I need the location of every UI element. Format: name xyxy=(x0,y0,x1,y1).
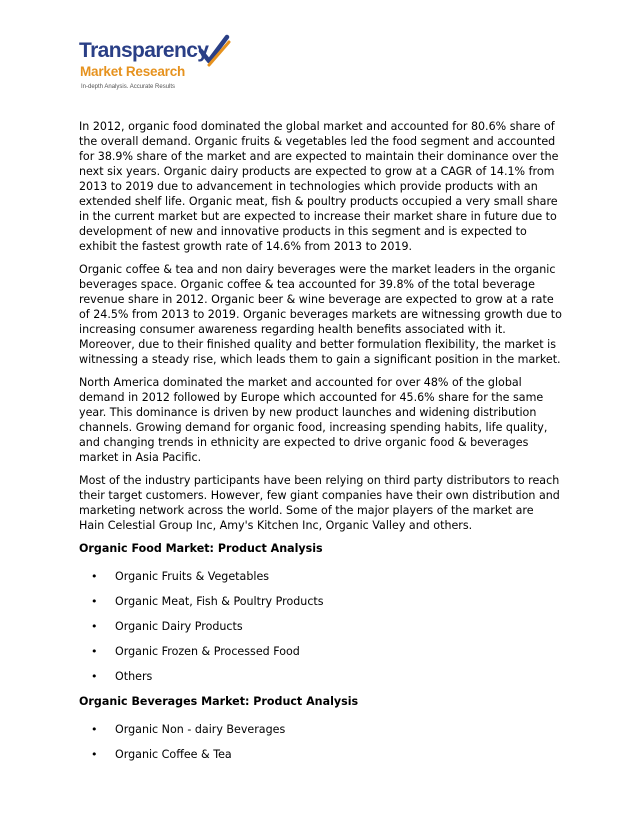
bullet-icon: • xyxy=(91,645,98,658)
list-item: • Organic Non - dairy Beverages xyxy=(91,723,286,736)
list-item: • Organic Frozen & Processed Food xyxy=(91,645,300,658)
logo-brand-name: Transparency xyxy=(79,39,209,62)
paragraph-regional-overview: North America dominated the market and accounted for over 48% of the global demand in 2012 followed by Europe which accounted for 45.6% share for the same year. This dominance is driven by new product launches and widening distribution channels. Growing demand for organic food, increasing spending habits, life quality, and changing trends in ethnicity are expected to drive organic food & beverages market in Asia Pacific. xyxy=(79,376,548,464)
logo-tagline: In-depth Analysis. Accurate Results xyxy=(81,84,176,90)
checkmark-icon xyxy=(197,34,233,70)
list-item: • Others xyxy=(91,670,153,683)
list-item: • Organic Dairy Products xyxy=(91,620,243,633)
bullet-icon: • xyxy=(91,570,98,583)
beverage-section-heading: Organic Beverages Market: Product Analysis xyxy=(79,695,359,708)
food-section-heading: Organic Food Market: Product Analysis xyxy=(79,542,323,555)
logo-subtitle: Market Research xyxy=(80,64,186,79)
document-body xyxy=(79,119,562,772)
paragraph-food-overview: In 2012, organic food dominated the global market and accounted for 80.6% share of the overall demand. Organic fruits & vegetables led the food segment and accounted for 38.9% share of the market and are expected to maintain their dominance over the next six years. Organic dairy products are expected to grow at a CAGR of 14.1% from 2013 to 2019 due to advancement in technologies which provide products with an extended shelf life. Organic meat, fish & poultry products occupied a very small share in the current market but are expected to increase their market share in future due to development of new and innovative products in this segment and is expected to exhibit the fastest growth rate of 14.6% from 2013 to 2019. xyxy=(79,120,559,253)
bullet-icon: • xyxy=(91,620,98,633)
paragraph-industry-participants: Most of the industry participants have been relying on third party distributors to reach their target customers. However, few giant companies have their own distribution and marketing network across the world. Some of the major players of the market are Hain Celestial Group Inc, Amy's Kitchen Inc, Organic Valley and others. xyxy=(79,474,560,532)
bullet-icon: • xyxy=(91,595,98,608)
list-item: • Organic Meat, Fish & Poultry Products xyxy=(91,595,324,608)
list-item: • Organic Coffee & Tea xyxy=(91,748,232,761)
bullet-icon: • xyxy=(91,723,98,736)
bullet-icon: • xyxy=(91,748,98,761)
company-logo xyxy=(79,34,249,100)
beverage-product-list xyxy=(79,722,562,762)
list-item: • Organic Fruits & Vegetables xyxy=(91,570,270,583)
paragraph-beverages-overview: Organic coffee & tea and non dairy beverages were the market leaders in the organic beverages space. Organic coffee & tea accounted for 39.8% of the total beverage revenue share in 2012. Organic beer & wine beverage are expected to grow at a rate of 24.5% from 2013 to 2019. Organic beverages markets are witnessing growth due to increasing consumer awareness regarding health benefits associated with it. Moreover, due to their finished quality and better formulation flexibility, the market is witnessing a steady rise, which leads them to gain a significant position in the market. xyxy=(79,263,562,366)
bullet-icon: • xyxy=(91,670,98,683)
food-product-list xyxy=(79,569,562,684)
